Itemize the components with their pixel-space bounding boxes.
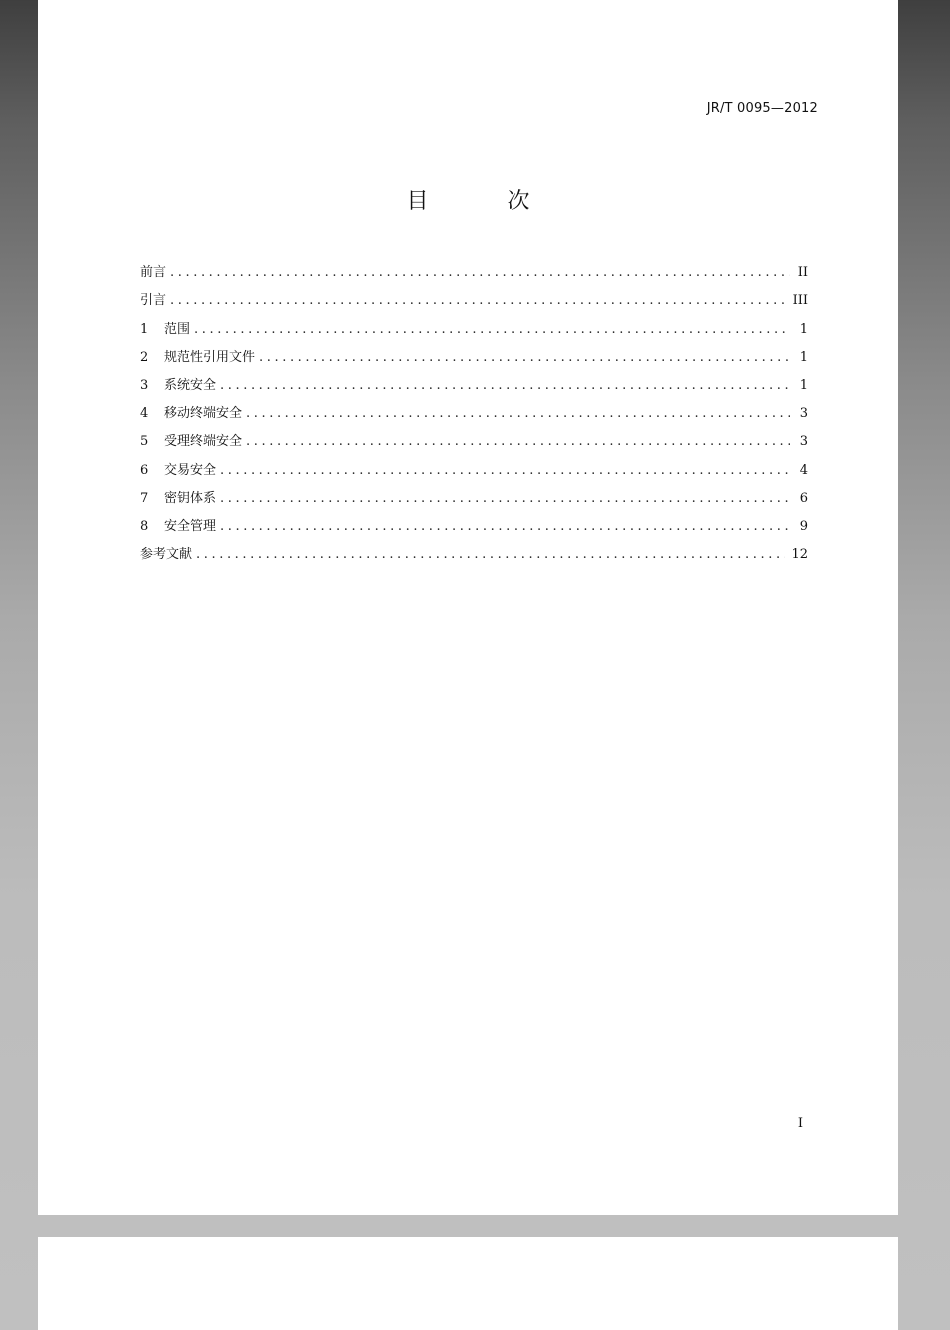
- toc-entry-number: 4: [140, 406, 149, 422]
- document-code: JR/T 0095—2012: [706, 101, 818, 116]
- document-page: [38, 0, 898, 1215]
- toc-leader-dots: [259, 349, 790, 367]
- toc-entry-bibliography[interactable]: [140, 536, 808, 564]
- toc-leader-dots: [246, 405, 790, 423]
- toc-entry-number: 6: [140, 462, 149, 478]
- toc-entry-number: 5: [140, 434, 149, 450]
- toc-leader-dots: [220, 518, 790, 536]
- toc-entry-mobile-terminal-security[interactable]: [140, 395, 808, 423]
- toc-entry-page: 1: [799, 377, 808, 393]
- toc-entry-scope[interactable]: [140, 310, 808, 338]
- toc-entry-page: 9: [799, 518, 808, 534]
- toc-entry-acceptance-terminal-security[interactable]: [140, 423, 808, 451]
- next-document-page: [38, 1237, 898, 1330]
- toc-entry-foreword[interactable]: [140, 254, 808, 282]
- toc-entry-system-security[interactable]: [140, 367, 808, 395]
- toc-entry-label: 引言: [140, 293, 167, 309]
- toc-entry-label: 移动终端安全: [164, 406, 243, 422]
- toc-entry-label: 受理终端安全: [164, 434, 243, 450]
- toc-entry-page: 1: [799, 349, 808, 365]
- toc-leader-dots: [194, 321, 790, 339]
- toc-entry-label: 前言: [140, 265, 167, 281]
- toc-entry-label: 规范性引用文件: [164, 349, 256, 365]
- toc-entry-page: III: [792, 293, 808, 309]
- table-of-contents: [140, 254, 808, 564]
- toc-entry-page: 1: [799, 321, 808, 337]
- toc-entry-page: 3: [799, 406, 808, 422]
- toc-entry-introduction[interactable]: [140, 282, 808, 310]
- toc-entry-number: 2: [140, 349, 149, 365]
- toc-entry-label: 范围: [164, 321, 191, 337]
- toc-leader-dots: [220, 377, 790, 395]
- toc-entry-number: 3: [140, 377, 149, 393]
- toc-entry-page: II: [797, 265, 808, 281]
- toc-title: 目 次: [406, 189, 566, 214]
- toc-leader-dots: [220, 490, 790, 508]
- toc-entry-page: 6: [799, 490, 808, 506]
- toc-entry-transaction-security[interactable]: [140, 451, 808, 479]
- toc-leader-dots: [220, 462, 790, 480]
- toc-entry-page: 3: [799, 434, 808, 450]
- toc-leader-dots: [170, 292, 787, 310]
- toc-entry-label: 参考文献: [140, 547, 193, 563]
- toc-entry-number: 8: [140, 518, 149, 534]
- toc-entry-label: 系统安全: [164, 377, 217, 393]
- toc-entry-number: 7: [140, 490, 149, 506]
- toc-entry-normative-references[interactable]: [140, 339, 808, 367]
- toc-leader-dots: [170, 264, 790, 282]
- toc-leader-dots: [246, 433, 790, 451]
- toc-entry-security-management[interactable]: [140, 508, 808, 536]
- toc-entry-label: 交易安全: [164, 462, 217, 478]
- toc-entry-label: 密钥体系: [164, 490, 217, 506]
- toc-entry-page: 12: [791, 547, 808, 563]
- page-number: I: [797, 1116, 803, 1131]
- toc-entry-number: 1: [140, 321, 149, 337]
- toc-entry-label: 安全管理: [164, 518, 217, 534]
- toc-entry-page: 4: [799, 462, 808, 478]
- toc-entry-key-system[interactable]: [140, 480, 808, 508]
- toc-leader-dots: [196, 546, 785, 564]
